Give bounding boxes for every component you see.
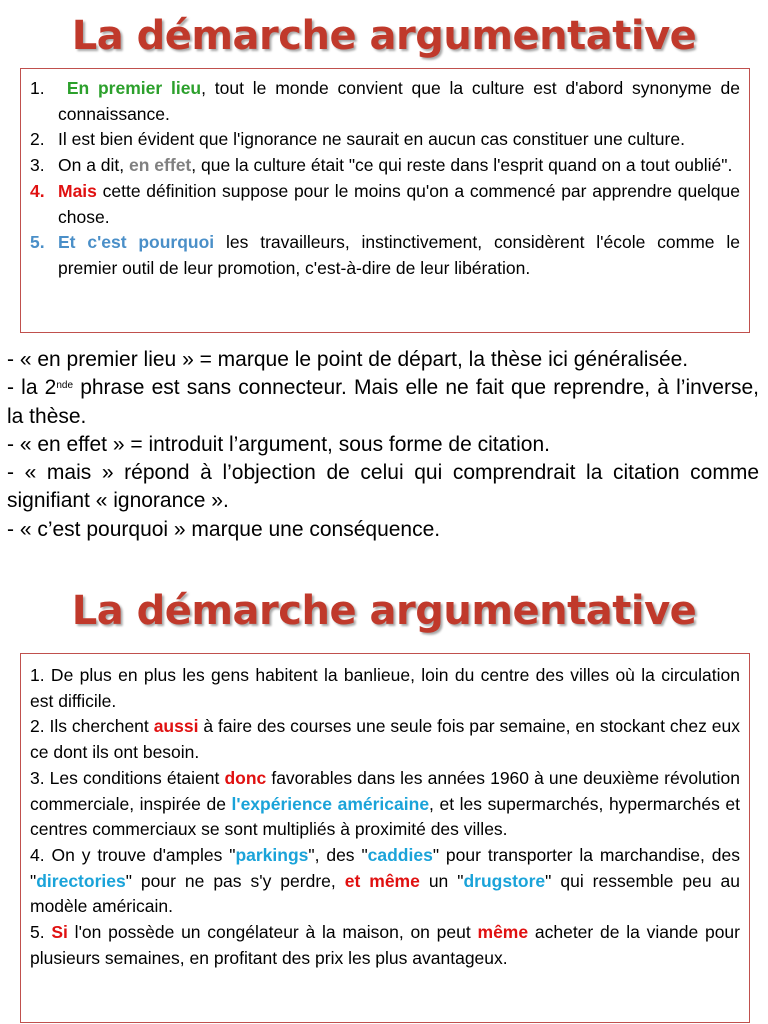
- page-title-bottom: La démarche argumentative: [71, 588, 697, 634]
- note-3: - « en effet » = introduit l’argument, sous forme de citation.: [7, 432, 550, 456]
- text-box-2: [20, 653, 750, 1023]
- list-item: 2. Ils cherchent aussi à faire des courses une seule fois par semaine, en stockant chez eux ce dont ils ont besoin.: [30, 716, 740, 763]
- list-item: 5. Et c'est pourquoi les travailleurs, instinctivement, considèrent l'école comme le premier outil de leur promotion, c'est-à-dire de leur libération.: [30, 232, 740, 278]
- connector-en-effet: en effet: [129, 155, 192, 176]
- list-item: 5. Si l'on possède un congélateur à la maison, on peut même acheter de la viande pour plusieurs semaines, en profitant des prix les plus avantageux.: [30, 922, 740, 968]
- note-5: - « c’est pourquoi » marque une conséquence.: [7, 517, 441, 541]
- list-item: 4. On y trouve d'amples "parkings", des "caddies" pour transporter la marchandise, des "directories" pour ne pas s'y perdre, et même un "drugstore" qui ressemble peu au modèle américain.: [30, 844, 741, 917]
- list-item: 3. On a dit, en effet, que la culture était "ce qui reste dans l'esprit quand on a tout oublié".: [30, 155, 733, 176]
- connector-en-premier-lieu: En premier lieu: [66, 78, 202, 98]
- note-1: - « en premier lieu » = marque le point de départ, la thèse ici généralisée.: [7, 348, 689, 371]
- note-4: - « mais » répond à l’objection de celui qui comprendrait la citation comme signifiant « ignorance ».: [7, 461, 759, 513]
- connector-cest-pourquoi: Et c'est pourquoi: [58, 232, 215, 253]
- list-item: 2. Il est bien évident que l'ignorance ne saurait en aucun cas constituer une culture.: [30, 129, 685, 150]
- list-item: 4. Mais cette définition suppose pour le moins qu'on a commencé par apprendre quelque chose.: [30, 180, 740, 227]
- note-2: - la 2nde phrase est sans connecteur. Mais elle ne fait que reprendre, à l’inverse, la thèse.: [7, 376, 759, 428]
- list-item: 1. En premier lieu, tout le monde convient que la culture est d'abord synonyme de connaissance.: [30, 78, 741, 124]
- text-box-1: [20, 68, 750, 333]
- connector-mais: Mais: [58, 180, 97, 201]
- analysis-notes: [7, 346, 759, 544]
- list-item: 1. De plus en plus les gens habitent la banlieue, loin du centre des villes où la circulation est difficile.: [30, 665, 740, 711]
- page-title-top: La démarche argumentative: [71, 13, 697, 59]
- list-item: 3. Les conditions étaient donc favorables dans les années 1960 à une deuxième révolution commerciale, inspirée de l'expérience américaine, et les supermarchés, hypermarchés et centres commerciaux se sont multipliés à proximité des villes.: [30, 767, 740, 840]
